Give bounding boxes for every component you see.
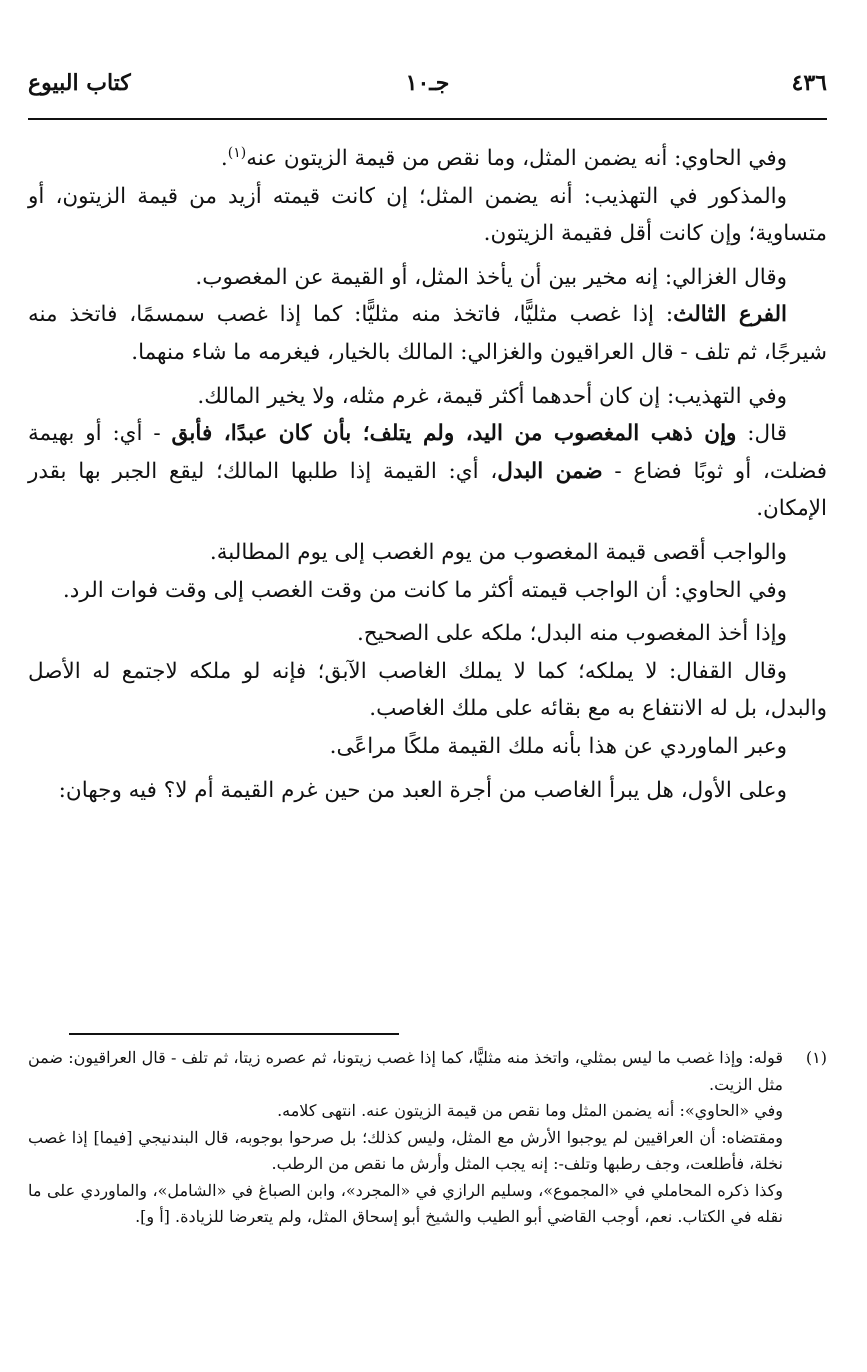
paragraph: وإذا أخذ المغصوب منه البدل؛ ملكه على الصحيح.	[356, 621, 787, 647]
footnote-paragraph: وكذا ذكره المحاملي في «المجموع»، وسليم الرازي في «المجرد»، وابن الصباغ في «الشامل»، والماوردي على ما نقله في الكتاب. نعم، أوجب القاضي أبو الطيب والشيخ أبو إسحاق المثل، ولم يتعرضا للزيادة. [أ و].	[28, 1180, 784, 1226]
footnote-paragraph: قوله: وإذا غصب ما ليس بمثلي، واتخذ منه مثليًّا، كما إذا غصب زيتونا، ثم عصره زيتا، ثم تلف - قال العراقيون: ضمن مثل الزيت.	[28, 1048, 783, 1094]
paragraph: وعبر الماوردي عن هذا بأنه ملك القيمة ملكًا مراعًى.	[329, 733, 787, 759]
paragraph: وفي التهذيب: إن كان أحدهما أكثر قيمة، غرم مثله، ولا يخير المالك.	[197, 383, 787, 409]
footnote-rule	[69, 1033, 399, 1035]
footnote-reference[interactable]: (١)	[227, 144, 247, 161]
paragraph-text: .	[220, 146, 228, 171]
paragraph: وقال الغزالي: إنه مخير بين أن يأخذ المثل، أو القيمة عن المغصوب.	[195, 264, 787, 290]
matn-text: ضمن البدل	[497, 458, 603, 484]
paragraph: والواجب أقصى قيمة المغصوب من يوم الغصب إلى يوم المطالبة.	[209, 539, 787, 565]
page-number: ٤٣٦	[791, 70, 827, 96]
paragraph: وقال القفال: لا يملكه؛ كما لا يملك الغاصب الآبق؛ فإنه لو ملكه لاجتمع له الأصل والبدل، بل له الانتفاع به مع بقائه على ملك الغاصب.	[28, 658, 827, 722]
paragraph-text: قال:	[736, 421, 787, 447]
paragraph-text: ، أي: القيمة إذا طلبها المالك؛ ليقع الجبر بها بقدر الإمكان.	[28, 458, 827, 522]
paragraph-text: وفي الحاوي: أنه يضمن المثل، وما نقص من قيمة الزيتون عنه	[246, 146, 787, 171]
paragraph	[28, 140, 827, 178]
footnote-paragraph: وفي «الحاوي»: أنه يضمن المثل وما نقص من قيمة الزيتون عنه. انتهى كلامه.	[277, 1101, 783, 1120]
paragraph: وفي الحاوي: أن الواجب قيمته أكثر ما كانت من وقت الغصب إلى وقت فوات الرد.	[62, 577, 787, 603]
matn-text: وإن ذهب المغصوب من اليد، ولم يتلف؛ بأن كان عبدًا، فأبق	[171, 421, 737, 447]
paragraph-text: - أي: أو بهيمة فضلت، أو ثوبًا فضاع -	[28, 421, 827, 484]
header-rule	[28, 118, 827, 120]
paragraph	[28, 296, 827, 371]
footnote-marker: (١)	[805, 1048, 827, 1067]
footnote-paragraph: ومقتضاه: أن العراقيين لم يوجبوا الأرش مع المثل، وليس كذلك؛ بل صرحوا بوجوبه، قال البندنيجي [فيما] إذا غصب نخلة، فأطلعت، وجف رطبها وتلف-: إنه يجب المثل وأرش ما نقص من الرطب.	[28, 1127, 783, 1173]
footnote	[28, 1045, 827, 1231]
paragraph: والمذكور في التهذيب: أنه يضمن المثل؛ إن كانت قيمته أزيد من قيمة الزيتون، أو متساوية؛ وإن كانت أقل فقيمة الزيتون.	[28, 183, 827, 247]
paragraph: وعلى الأول، هل يبرأ الغاصب من أجرة العبد من حين غرم القيمة أم لا؟ فيه وجهان:	[58, 777, 787, 803]
main-text	[28, 140, 827, 809]
paragraph	[28, 415, 827, 528]
paragraph-text: : إذا غصب مثليًّا، فاتخذ منه مثليًّا: كما إذا غصب سمسمًا، فاتخذ منه شيرجًا، ثم تلف - قال العراقيون والغزالي: المالك بالخيار، فيغرمه ما شاء منهما.	[28, 302, 827, 365]
section-heading: الفرع الثالث	[673, 302, 787, 328]
book-title: كتاب البيوع	[28, 70, 131, 96]
footnote-body	[28, 1045, 783, 1231]
volume-label: جـ١٠	[405, 70, 450, 96]
running-header	[28, 70, 827, 110]
